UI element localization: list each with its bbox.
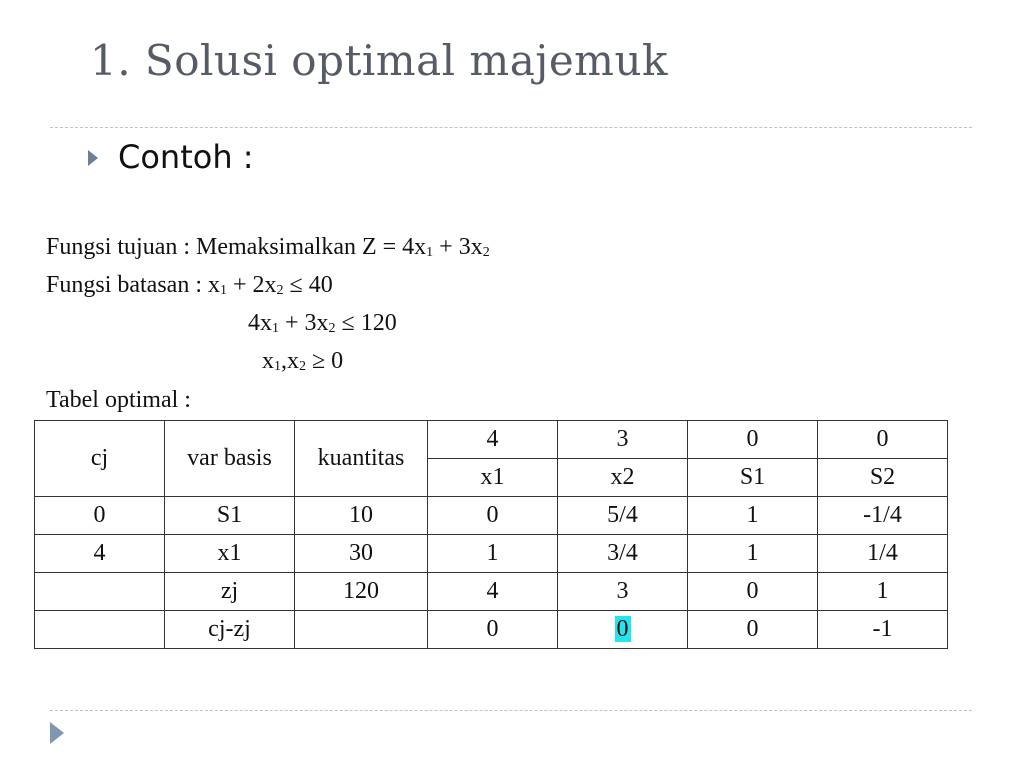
bullet-text: Contoh : (118, 138, 254, 176)
table-cell: 4 (428, 573, 558, 611)
constraint-2: $4x_1 + 3x_2 \le 120$ (248, 310, 397, 336)
bullet-triangle-icon (88, 150, 98, 166)
coef-cell: 0 (818, 421, 948, 459)
table-cell: 0 (428, 611, 558, 649)
table-cell: zj (165, 573, 295, 611)
table-cell (295, 611, 428, 649)
table-cell (35, 611, 165, 649)
optimal-table (34, 420, 948, 649)
table-cell: 1 (688, 535, 818, 573)
table-cell: 0 (688, 573, 818, 611)
table-cell: 120 (295, 573, 428, 611)
table-cell: x1 (165, 535, 295, 573)
var-cell: S1 (688, 459, 818, 497)
table-row (35, 611, 948, 649)
table-cell: 30 (295, 535, 428, 573)
table-row (35, 497, 948, 535)
table-cell: 4 (35, 535, 165, 573)
table-cell: 3 (558, 573, 688, 611)
table-cell: S1 (165, 497, 295, 535)
var-cell: S2 (818, 459, 948, 497)
coef-cell: 0 (688, 421, 818, 459)
table-cell: 1 (688, 497, 818, 535)
table-cell: 5/4 (558, 497, 688, 535)
corner-triangle-icon (50, 722, 64, 744)
table-cell (558, 611, 688, 649)
header-cj: cj (35, 421, 165, 497)
highlighted-value: 0 (616, 616, 629, 642)
var-cell: x2 (558, 459, 688, 497)
header-kuantitas: kuantitas (295, 421, 428, 497)
title-divider (50, 127, 972, 128)
table-cell: 1 (818, 573, 948, 611)
constraint-1: Fungsi batasan : $x_1 + 2x_2 \le 40$ (46, 272, 333, 298)
table-cell: 0 (428, 497, 558, 535)
table-cell: 1 (428, 535, 558, 573)
table-header-row (35, 421, 948, 459)
table-cell: cj-zj (165, 611, 295, 649)
objective-function: Fungsi tujuan : Memaksimalkan $Z = 4x_1 + 3x_2$ (46, 234, 490, 260)
table-cell: 1/4 (818, 535, 948, 573)
header-var-basis: var basis (165, 421, 295, 497)
constraint-nonnegativity: $x_1,x_2 \ge 0$ (262, 348, 344, 374)
table-cell: 0 (35, 497, 165, 535)
table-cell: 0 (688, 611, 818, 649)
table-cell (35, 573, 165, 611)
footer-divider (50, 710, 972, 711)
table-cell: -1 (818, 611, 948, 649)
table-caption: Tabel optimal : (46, 387, 191, 413)
table-row (35, 535, 948, 573)
table-cell: -1/4 (818, 497, 948, 535)
table-row (35, 573, 948, 611)
table-cell: 10 (295, 497, 428, 535)
coef-cell: 3 (558, 421, 688, 459)
bullet-item (88, 138, 254, 176)
table-cell: 3/4 (558, 535, 688, 573)
coef-cell: 4 (428, 421, 558, 459)
var-cell: x1 (428, 459, 558, 497)
slide-title: 1. Solusi optimal majemuk (90, 36, 669, 85)
